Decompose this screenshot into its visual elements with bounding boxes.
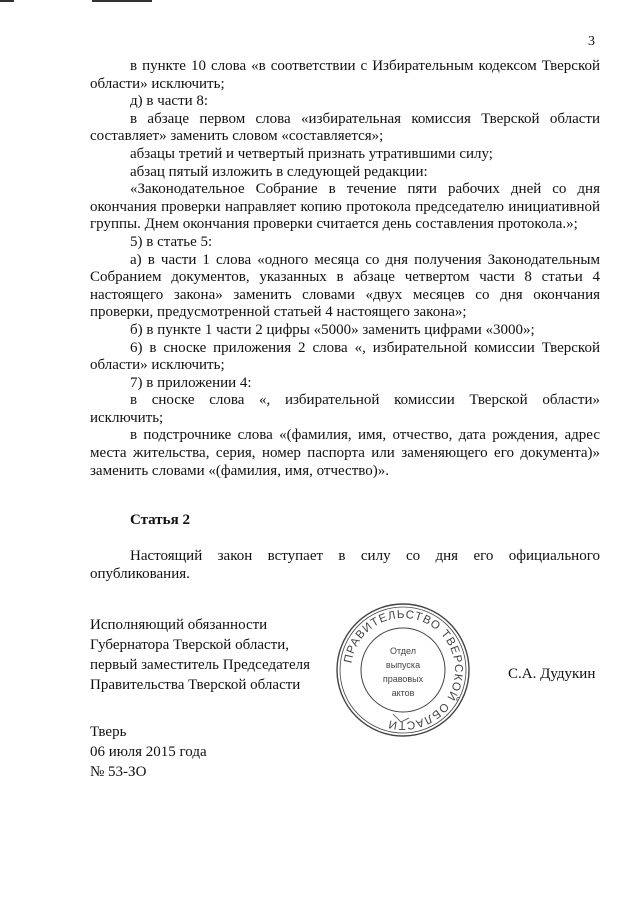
scan-edge-mark bbox=[0, 0, 14, 2]
signer-title-line: Правительства Тверской области bbox=[90, 677, 301, 693]
paragraph: 5) в статье 5: bbox=[130, 233, 213, 250]
law-number: № 53-ЗО bbox=[90, 764, 147, 780]
signer-title-block bbox=[90, 615, 350, 695]
paragraph: б) в пункте 1 части 2 цифры «5000» заменить цифрами «3000»; bbox=[130, 321, 535, 338]
paragraph: 6) в сноске приложения 2 слова «, избирательной комиссии Тверской области» исключить; bbox=[90, 339, 600, 374]
seal-center-text: правовых bbox=[382, 674, 424, 684]
signer-title-line: Исполняющий обязанности bbox=[90, 617, 268, 633]
date: 06 июля 2015 года bbox=[90, 744, 207, 760]
seal-center-text: выпуска bbox=[385, 660, 421, 670]
paragraph: а) в части 1 слова «одного месяца со дня получения Законодательным Собранием документов, указанных в абзаце четвертом части 8 статьи 4 настоящего закона» заменить словами «двух месяцев со дня окончания проверки, предусмотренной статьей 4 настоящего закона»; bbox=[90, 251, 600, 321]
page-number: 3 bbox=[588, 34, 595, 49]
seal-ring-text: ПРАВИТЕЛЬСТВО ТВЕРСКОЙ ОБЛАСТИ bbox=[342, 608, 465, 732]
signer-title-line: первый заместитель Председателя bbox=[90, 657, 310, 673]
paragraph: 7) в приложении 4: bbox=[130, 374, 252, 391]
article-paragraph: Настоящий закон вступает в силу со дня его официального опубликования. bbox=[90, 548, 600, 582]
paragraph: в абзаце первом слова «избирательная комиссия Тверской области составляет» заменить словом «составляется»; bbox=[90, 110, 600, 145]
scan-edge-mark bbox=[92, 0, 152, 2]
amendments-text bbox=[90, 58, 600, 480]
seal-center-text: актов bbox=[391, 688, 415, 698]
seal-center-text: Отдел bbox=[389, 646, 417, 656]
official-seal-stamp bbox=[335, 602, 471, 738]
paragraph: «Законодательное Собрание в течение пяти рабочих дней со дня окончания проверки направляет копию протокола председателю инициативной группы. Днем окончания проверки считается день составления протокола.»; bbox=[90, 181, 600, 233]
article-heading: Статья 2 bbox=[130, 512, 190, 528]
paragraph: в подстрочнике слова «(фамилия, имя, отчество, дата рождения, адрес места жительства, серия, номер паспорта или заменяющего его документа)» заменить словами «(фамилия, имя, отчество)». bbox=[90, 427, 600, 479]
article-text bbox=[90, 548, 600, 583]
place-date-block bbox=[90, 722, 207, 782]
paragraph: д) в части 8: bbox=[130, 93, 209, 110]
signer-title-line: Губернатора Тверской области, bbox=[90, 637, 289, 653]
paragraph: абзацы третий и четвертый признать утратившими силу; bbox=[130, 145, 493, 162]
paragraph: в сноске слова «, избирательной комиссии Тверской области» исключить; bbox=[90, 392, 600, 426]
signer-name: С.А. Дудукин bbox=[508, 666, 596, 682]
paragraph: абзац пятый изложить в следующей редакции: bbox=[130, 163, 428, 180]
paragraph: в пункте 10 слова «в соответствии с Избирательным кодексом Тверской области» исключить; bbox=[90, 58, 600, 92]
city: Тверь bbox=[90, 724, 127, 740]
